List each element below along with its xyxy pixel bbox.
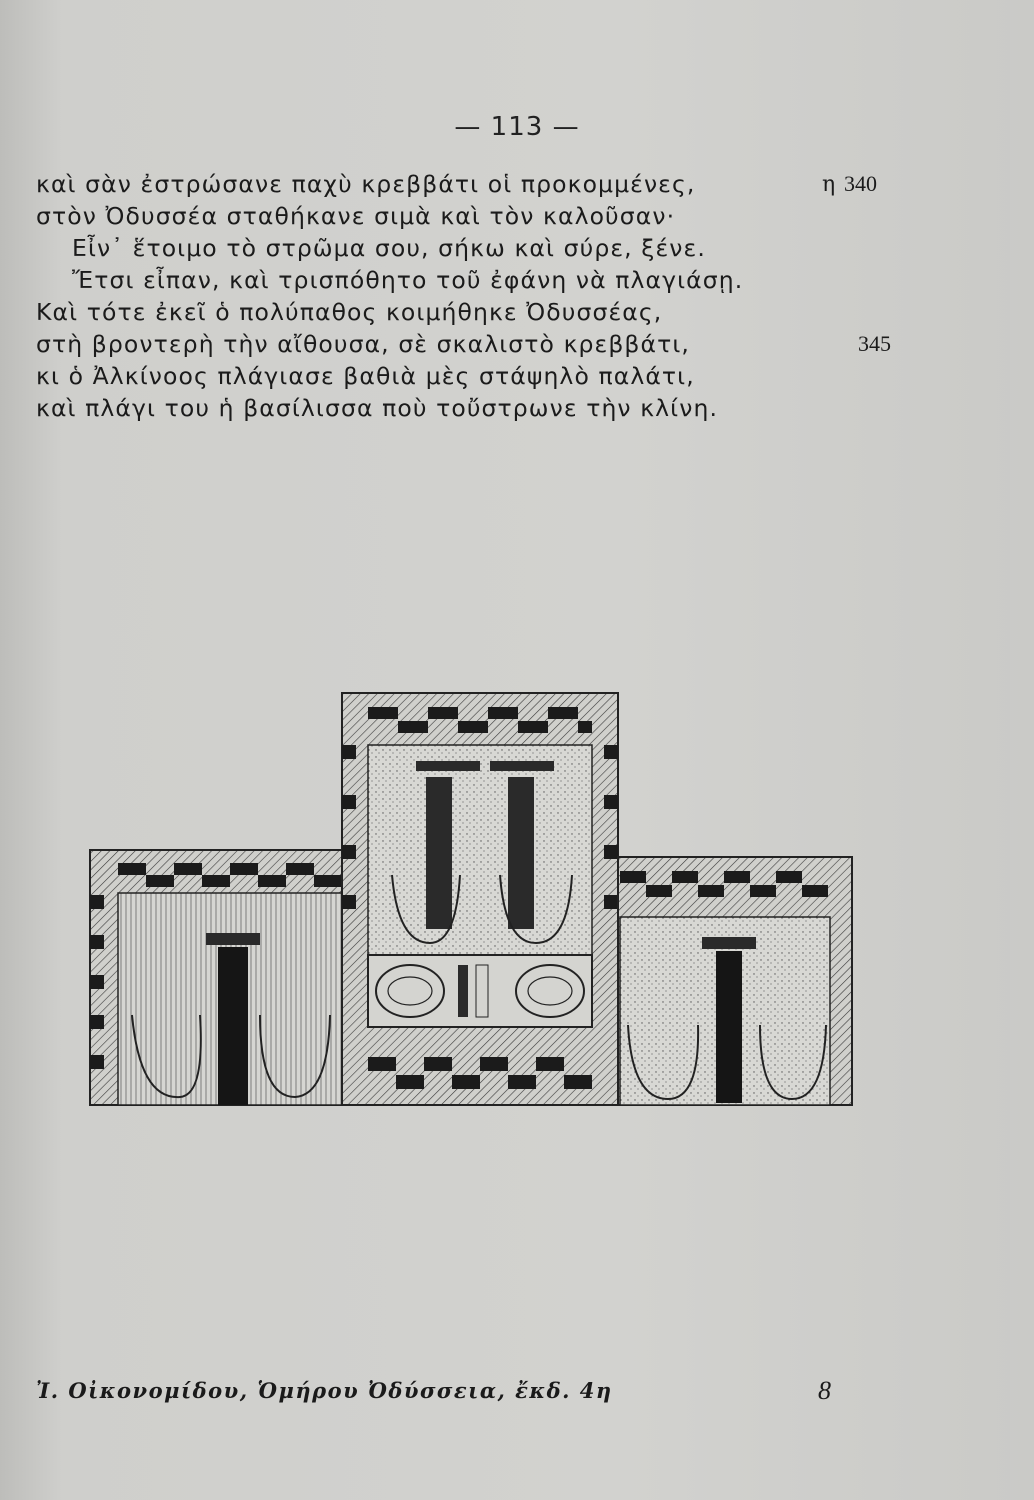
verse-line: κι ὁ Ἀλκίνοος πλάγιασε βαθιὰ μὲς στάψηλὸ παλάτι, (36, 362, 695, 390)
palace-facade-illustration (80, 685, 870, 1115)
verse-line: Καὶ τότε ἐκεῖ ὁ πολύπαθος κοιμήθηκε Ὀδυσσέας, (36, 298, 663, 326)
left-wing (90, 850, 342, 1105)
line-number: 345 (858, 331, 891, 356)
signature-mark: 8 (818, 1376, 831, 1405)
page-number: — 113 — (454, 112, 580, 142)
verse-line: καὶ σὰν ἐστρώσανε παχὺ κρεββάτι οἱ προκομμένες, (36, 170, 696, 198)
book-mark: η (822, 172, 836, 197)
verse-line: Εἶν᾽ ἕτοιμο τὸ στρῶμα σου, σήκω καὶ σύρε, ξένε. (72, 234, 706, 262)
line-number: 340 (844, 171, 877, 196)
verse-line: στὸν Ὀδυσσέα σταθήκανε σιμὰ καὶ τὸν καλοῦσαν· (36, 202, 676, 230)
verse-line: καὶ πλάγι του ἡ βασίλισσα ποὺ τοὔστρωνε τὴν κλίνη. (36, 394, 719, 422)
footer-credit: Ἰ. Οἰκονομίδου, Ὁμήρου Ὀδύσσεια, ἔκδ. 4η (36, 1378, 613, 1403)
verse-line: Ἔτσι εἶπαν, καὶ τρισπόθητο τοῦ ἐφάνη νὰ πλαγιάσῃ. (72, 266, 744, 294)
center-tower (342, 693, 618, 1105)
right-wing (618, 857, 852, 1105)
verse-line: στὴ βροντερὴ τὴν αἴθουσα, σὲ σκαλιστὸ κρεββάτι, (36, 330, 690, 358)
